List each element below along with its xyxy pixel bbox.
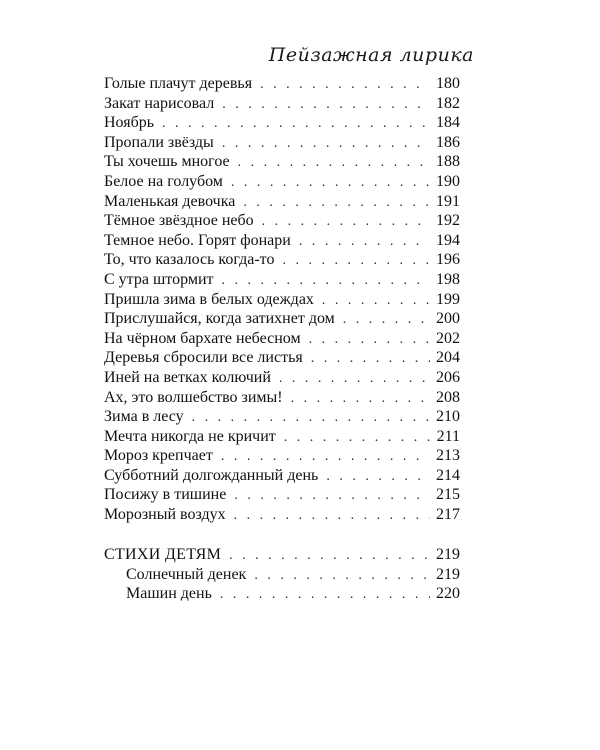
toc-entry[interactable]	[104, 290, 460, 310]
toc-entry-title: Белое на голубом	[104, 172, 223, 190]
dot-leader	[220, 585, 430, 605]
toc-subentry-page: 219	[436, 565, 460, 583]
toc-entry-page: 206	[436, 368, 460, 386]
toc-entry-page: 211	[436, 427, 460, 445]
toc-entry-title: Деревья сбросили все листья	[104, 349, 303, 367]
toc-entry-title: Голые плачут деревья	[104, 75, 253, 92]
toc-entry[interactable]	[104, 446, 460, 466]
dot-leader	[343, 310, 430, 330]
toc-entry-page: 180	[436, 75, 460, 92]
toc-entry[interactable]	[104, 505, 460, 525]
toc-entry-page: 194	[436, 231, 460, 249]
toc-entry-title: Ах, это волшебство зимы!	[104, 388, 283, 406]
toc-subentry-title: Солнечный денек	[126, 565, 247, 583]
toc-entry[interactable]	[104, 74, 460, 94]
dot-leader	[262, 212, 430, 232]
toc-entry-title: Морозный воздух	[104, 506, 226, 524]
toc-entry-page: 190	[436, 172, 460, 190]
toc-entry-page: 198	[436, 270, 460, 288]
toc-subentry-title: Машин день	[126, 585, 212, 603]
toc-entry-title: Мечта никогда не кричит	[104, 427, 276, 445]
toc-entry[interactable]	[104, 94, 460, 114]
toc-entry-title: Зима в лесу	[104, 408, 184, 426]
toc-entry-title: Пропали звёзды	[104, 133, 214, 151]
dot-leader	[234, 506, 430, 526]
dot-leader	[260, 75, 430, 95]
toc-entry-title: С утра штормит	[104, 270, 214, 288]
toc-entry[interactable]	[104, 485, 460, 505]
dot-leader	[192, 408, 430, 428]
toc-section-children	[104, 545, 460, 604]
toc-entry-title: Тёмное звёздное небо	[104, 212, 254, 230]
toc-entry[interactable]	[104, 211, 460, 231]
toc-entry-page: 200	[436, 310, 460, 328]
toc-entry-title: Маленькая девочка	[104, 192, 236, 210]
toc-entry-title: Посижу в тишине	[104, 486, 227, 504]
section-page: 219	[436, 546, 460, 563]
toc-subentry-page: 220	[436, 585, 460, 603]
toc-section-heading[interactable]	[104, 545, 460, 565]
toc-entry[interactable]	[104, 113, 460, 133]
dot-leader	[229, 546, 430, 566]
toc-entry-title: Закат нарисовал	[104, 94, 215, 112]
toc-entry-title: Прислушайся, когда затихнет дом	[104, 310, 335, 328]
dot-leader	[162, 114, 430, 134]
toc-entry[interactable]	[104, 192, 460, 212]
toc-entry[interactable]	[104, 270, 460, 290]
toc-entry[interactable]	[104, 152, 460, 172]
toc-entry-page: 208	[436, 388, 460, 406]
dot-leader	[291, 389, 430, 409]
toc-entry[interactable]	[104, 368, 460, 388]
toc-entry[interactable]	[104, 250, 460, 270]
toc-entry[interactable]	[104, 309, 460, 329]
toc-entry-title: Мороз крепчает	[104, 447, 213, 465]
toc-entry[interactable]	[104, 348, 460, 368]
toc-entry-page: 188	[436, 153, 460, 171]
toc-entry[interactable]	[104, 231, 460, 251]
toc-entry[interactable]	[104, 329, 460, 349]
toc-entry-page: 210	[436, 408, 460, 426]
dot-leader	[222, 95, 430, 115]
dot-leader	[254, 566, 430, 586]
toc-entry[interactable]	[104, 133, 460, 153]
toc-entry-page: 202	[436, 329, 460, 347]
dot-leader	[221, 447, 430, 467]
toc-subentry[interactable]	[104, 565, 460, 585]
toc-entry-page: 217	[436, 506, 460, 524]
toc-entry-page: 215	[436, 486, 460, 504]
dot-leader	[279, 369, 430, 389]
dot-leader	[238, 153, 430, 173]
toc-entry[interactable]	[104, 427, 460, 447]
toc-entry-page: 204	[436, 349, 460, 367]
toc-entry-page: 199	[436, 290, 460, 308]
toc-entry-page: 182	[436, 94, 460, 112]
toc-subentry[interactable]	[104, 584, 460, 604]
toc-entry-page: 184	[436, 114, 460, 132]
dot-leader	[282, 251, 430, 271]
dot-leader	[243, 193, 430, 213]
running-head: Пейзажная лирика	[268, 44, 474, 66]
toc-entry-page: 213	[436, 447, 460, 465]
dot-leader	[299, 232, 430, 252]
section-title: СТИХИ ДЕТЯМ	[104, 546, 222, 563]
dot-leader	[326, 467, 430, 487]
table-of-contents	[104, 74, 460, 525]
toc-entry[interactable]	[104, 466, 460, 486]
toc-entry[interactable]	[104, 172, 460, 192]
toc-entry[interactable]	[104, 407, 460, 427]
toc-entry-title: Иней на ветках колючий	[104, 368, 271, 386]
toc-entry-page: 214	[436, 466, 460, 484]
dot-leader	[309, 330, 430, 350]
dot-leader	[322, 291, 430, 311]
toc-entry-page: 192	[436, 212, 460, 230]
dot-leader	[222, 271, 431, 291]
toc-entry-title: Темное небо. Горят фонари	[104, 231, 291, 249]
dot-leader	[284, 428, 430, 448]
toc-entry-page: 196	[436, 251, 460, 269]
toc-entry[interactable]	[104, 388, 460, 408]
toc-entry-title: Ты хочешь многое	[104, 153, 230, 171]
toc-entry-title: Ноябрь	[104, 114, 155, 132]
dot-leader	[222, 134, 430, 154]
toc-entry-page: 191	[436, 192, 460, 210]
dot-leader	[231, 173, 430, 193]
toc-entry-title: На чёрном бархате небесном	[104, 329, 301, 347]
dot-leader	[311, 349, 430, 369]
toc-entry-title: Субботний долгожданный день	[104, 466, 319, 484]
toc-entry-title: То, что казалось когда-то	[104, 251, 275, 269]
toc-entry-title: Пришла зима в белых одеждах	[104, 290, 314, 308]
dot-leader	[234, 486, 430, 506]
toc-entry-page: 186	[436, 133, 460, 151]
